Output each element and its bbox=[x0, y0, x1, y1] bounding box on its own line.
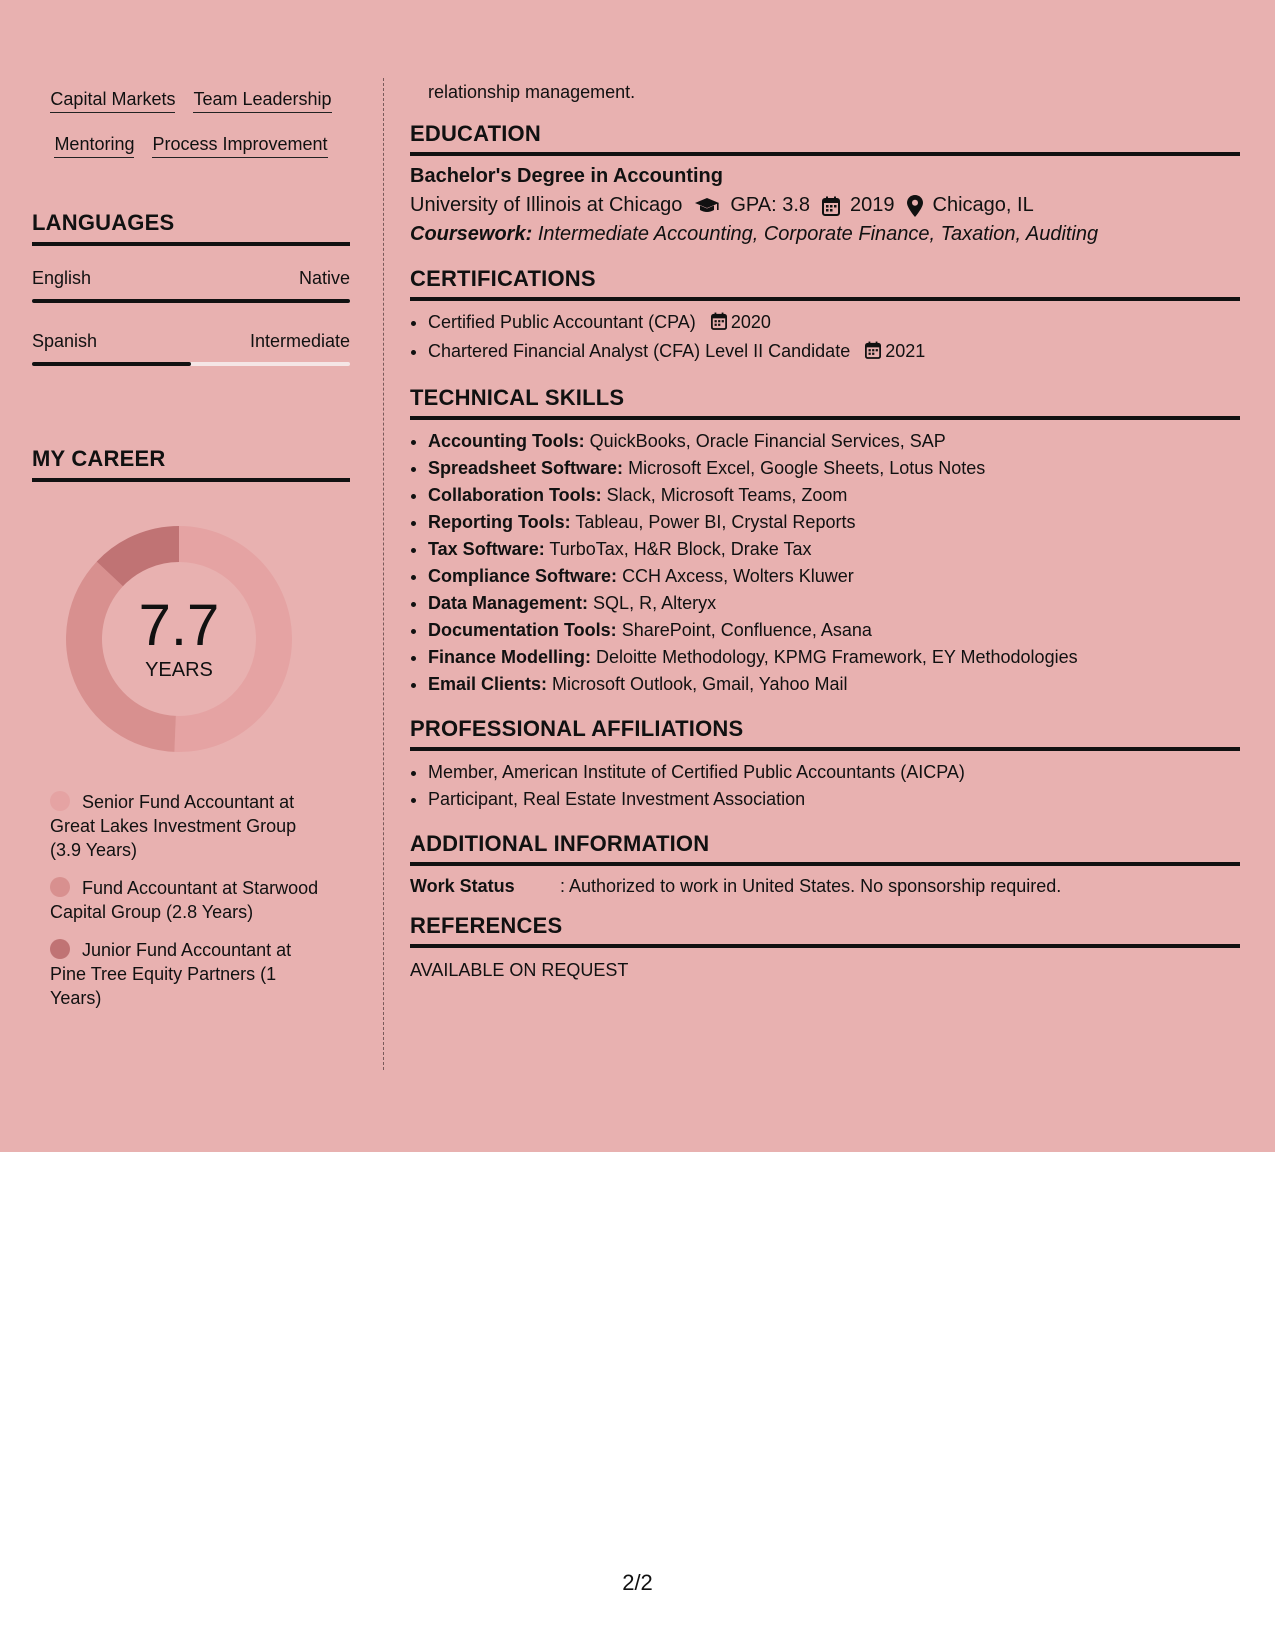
main-content bbox=[410, 78, 1240, 981]
certification-year: 2021 bbox=[885, 341, 926, 361]
language-name: Spanish bbox=[32, 331, 98, 351]
career-total-value: 7.7 bbox=[138, 592, 220, 658]
skill-value: QuickBooks, Oracle Financial Services, SAP bbox=[589, 431, 946, 451]
skill-tags bbox=[32, 78, 350, 158]
legend-dot-icon bbox=[50, 877, 70, 897]
coursework-value: Intermediate Accounting, Corporate Finance, Taxation, Auditing bbox=[537, 223, 1099, 245]
references-text: AVAILABLE ON REQUEST bbox=[410, 960, 629, 980]
affiliations-section bbox=[410, 716, 1240, 813]
skill-item bbox=[428, 509, 1240, 536]
language-level: Intermediate bbox=[249, 331, 350, 351]
certification-item bbox=[428, 338, 1240, 367]
skill-value: CCH Axcess, Wolters Kluwer bbox=[622, 566, 854, 586]
skill-label: Accounting Tools: bbox=[428, 431, 585, 451]
skill-item bbox=[428, 482, 1240, 509]
skill-value: SharePoint, Confluence, Asana bbox=[621, 620, 872, 640]
career-legend-label: Senior Fund Accountant at Great Lakes Investment Group (3.9 Years) bbox=[50, 792, 297, 860]
career-heading: MY CAREER bbox=[32, 446, 350, 482]
summary-tail: relationship management. bbox=[428, 82, 636, 102]
certification-name: Certified Public Accountant (CPA) bbox=[428, 312, 696, 332]
career-section bbox=[32, 446, 350, 1010]
skill-label: Spreadsheet Software: bbox=[428, 458, 624, 478]
affiliations-list bbox=[410, 759, 1240, 813]
skill-value: TurboTax, H&R Block, Drake Tax bbox=[549, 539, 812, 559]
career-legend-label: Fund Accountant at Starwood Capital Group (2.8 Years) bbox=[50, 878, 319, 922]
skill-value: Deloitte Methodology, KPMG Framework, EY Methodologies bbox=[596, 647, 1078, 667]
skill-value: Tableau, Power BI, Crystal Reports bbox=[575, 512, 856, 532]
skill-tag: Mentoring bbox=[54, 133, 134, 158]
education-location: Chicago, IL bbox=[932, 194, 1034, 216]
certifications-heading: CERTIFICATIONS bbox=[410, 266, 1240, 301]
skill-value: SQL, R, Alteryx bbox=[593, 593, 717, 613]
skill-tag: Capital Markets bbox=[50, 88, 175, 113]
career-total-unit: YEARS bbox=[145, 658, 213, 681]
language-name: English bbox=[32, 268, 92, 288]
education-section bbox=[410, 121, 1240, 246]
certification-year: 2020 bbox=[730, 312, 771, 332]
skill-tag: Team Leadership bbox=[193, 88, 331, 113]
certifications-list bbox=[410, 309, 1240, 367]
skill-label: Finance Modelling: bbox=[428, 647, 592, 667]
skill-label: Email Clients: bbox=[428, 674, 548, 694]
language-proficiency-fill bbox=[32, 362, 191, 366]
calendar-icon bbox=[865, 340, 881, 367]
skill-item bbox=[428, 455, 1240, 482]
certification-name: Chartered Financial Analyst (CFA) Level II Candidate bbox=[428, 341, 851, 361]
work-status-label: Work Status bbox=[410, 876, 515, 896]
affiliations-heading: PROFESSIONAL AFFILIATIONS bbox=[410, 716, 1240, 751]
calendar-icon bbox=[822, 196, 840, 216]
education-year: 2019 bbox=[850, 194, 895, 216]
career-donut-chart bbox=[64, 524, 294, 754]
languages-section bbox=[32, 210, 350, 366]
skill-tag: Process Improvement bbox=[152, 133, 327, 158]
language-proficiency-bar bbox=[32, 362, 350, 366]
skill-label: Tax Software: bbox=[428, 539, 545, 559]
additional-info-heading: ADDITIONAL INFORMATION bbox=[410, 831, 1240, 866]
career-legend bbox=[32, 790, 350, 1010]
sidebar bbox=[32, 78, 350, 1024]
skill-label: Documentation Tools: bbox=[428, 620, 617, 640]
skill-label: Reporting Tools: bbox=[428, 512, 571, 532]
language-proficiency-fill bbox=[32, 299, 350, 303]
language-row bbox=[32, 331, 350, 352]
technical-skills-list bbox=[410, 428, 1240, 698]
skill-label: Compliance Software: bbox=[428, 566, 618, 586]
skill-value: Microsoft Excel, Google Sheets, Lotus Notes bbox=[628, 458, 986, 478]
education-coursework bbox=[410, 223, 1240, 246]
column-divider bbox=[383, 78, 384, 1070]
coursework-label: Coursework: bbox=[410, 223, 533, 245]
education-details bbox=[410, 194, 1240, 217]
skill-label: Collaboration Tools: bbox=[428, 485, 602, 505]
skill-item bbox=[428, 644, 1240, 671]
affiliation-item: • Member, American Institute of Certified Public Accountants (AICPA) bbox=[428, 759, 1240, 786]
language-row bbox=[32, 268, 350, 289]
references-section bbox=[410, 913, 1240, 981]
skill-value: Microsoft Outlook, Gmail, Yahoo Mail bbox=[552, 674, 848, 694]
work-status-value: : Authorized to work in United States. No sponsorship required. bbox=[560, 876, 1062, 896]
technical-skills-section bbox=[410, 385, 1240, 698]
education-degree: Bachelor's Degree in Accounting bbox=[410, 165, 723, 187]
languages-heading: LANGUAGES bbox=[32, 210, 350, 246]
education-heading: EDUCATION bbox=[410, 121, 1240, 156]
skill-item bbox=[428, 563, 1240, 590]
page-number: 2/2 bbox=[622, 1570, 653, 1595]
skill-item bbox=[428, 671, 1240, 698]
work-status-row bbox=[410, 876, 1240, 897]
additional-info-section bbox=[410, 831, 1240, 897]
education-gpa: GPA: 3.8 bbox=[730, 194, 811, 216]
language-level: Native bbox=[298, 268, 350, 288]
affiliation-item: • Participant, Real Estate Investment Association bbox=[428, 786, 1240, 813]
references-heading: REFERENCES bbox=[410, 913, 1240, 948]
career-legend-item bbox=[50, 790, 320, 862]
skill-label: Data Management: bbox=[428, 593, 589, 613]
education-school: University of Illinois at Chicago bbox=[410, 194, 683, 216]
graduation-cap-icon bbox=[694, 197, 720, 215]
certification-item bbox=[428, 309, 1240, 338]
language-proficiency-bar bbox=[32, 299, 350, 303]
career-legend-label: Junior Fund Accountant at Pine Tree Equity Partners (1 Years) bbox=[50, 940, 292, 1008]
skill-item bbox=[428, 590, 1240, 617]
skill-item bbox=[428, 617, 1240, 644]
donut-center bbox=[64, 524, 294, 754]
skill-value: Slack, Microsoft Teams, Zoom bbox=[606, 485, 848, 505]
career-legend-item bbox=[50, 938, 320, 1010]
legend-dot-icon bbox=[50, 939, 70, 959]
map-pin-icon bbox=[907, 195, 923, 217]
legend-dot-icon bbox=[50, 791, 70, 811]
career-legend-item bbox=[50, 876, 320, 924]
calendar-icon bbox=[711, 311, 727, 338]
skill-item bbox=[428, 428, 1240, 455]
technical-skills-heading: TECHNICAL SKILLS bbox=[410, 385, 1240, 420]
certifications-section bbox=[410, 266, 1240, 367]
skill-item bbox=[428, 536, 1240, 563]
